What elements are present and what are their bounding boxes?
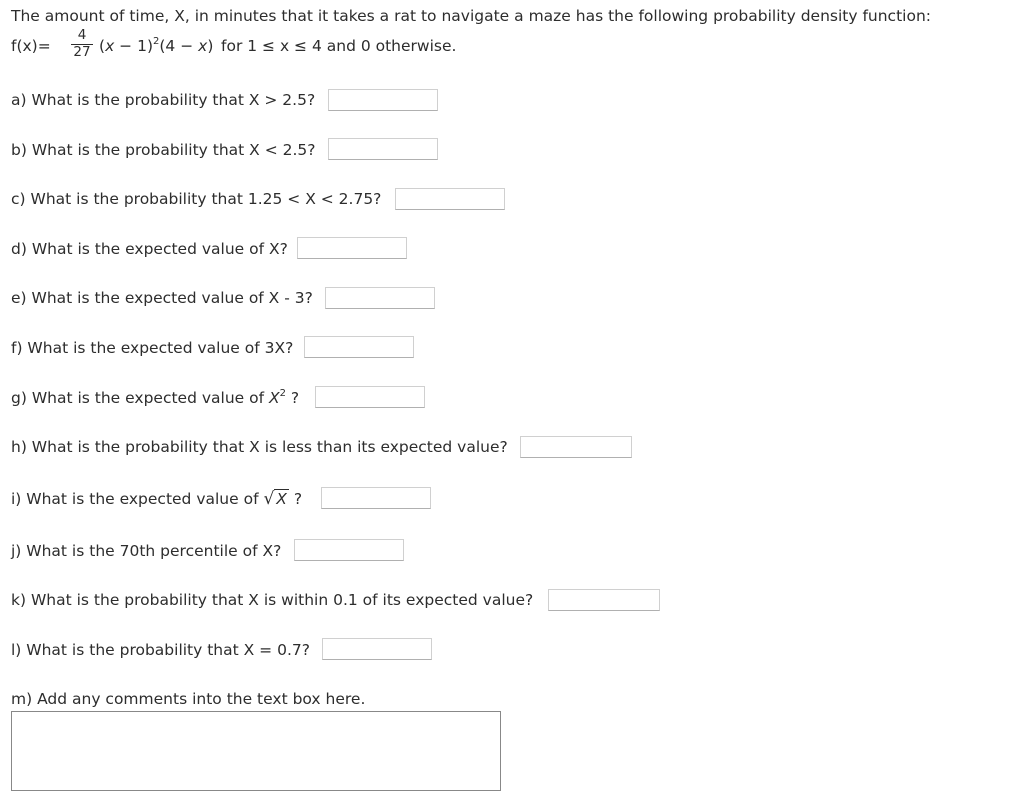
exponent: 2 xyxy=(153,35,160,47)
answer-l-input[interactable] xyxy=(322,638,432,660)
question-g-text: g) What is the expected value of xyxy=(11,389,269,407)
radical-sign: √ xyxy=(263,489,275,509)
question-j: j) What is the 70th percentile of X? xyxy=(11,542,282,560)
question-i xyxy=(11,489,302,509)
question-c: c) What is the probability that 1.25 < X < 2.75? xyxy=(11,190,382,208)
var-x: x xyxy=(105,37,115,55)
question-g-exponent: 2 xyxy=(279,387,286,399)
question-k: k) What is the probability that X is within 0.1 of its expected value? xyxy=(11,591,534,609)
f-label: f(x)= xyxy=(11,37,51,55)
question-i-end: ? xyxy=(288,490,303,508)
expr-minus-one: − 1) xyxy=(114,37,153,55)
coef-denominator: 27 xyxy=(73,44,91,60)
comments-textarea[interactable] xyxy=(11,711,501,791)
answer-a-input[interactable] xyxy=(328,89,438,111)
answer-d-input[interactable] xyxy=(297,237,407,259)
question-h: h) What is the probability that X is less than its expected value? xyxy=(11,438,508,456)
coefficient-fraction xyxy=(71,28,93,60)
var-x: x xyxy=(198,37,208,55)
answer-k-input[interactable] xyxy=(548,589,660,611)
answer-j-input[interactable] xyxy=(294,539,404,561)
question-b: b) What is the probability that X < 2.5? xyxy=(11,141,316,159)
expr-open: ( xyxy=(99,37,106,55)
question-g-end: ? xyxy=(285,389,300,407)
question-g-var: X xyxy=(268,389,280,407)
answer-c-input[interactable] xyxy=(395,188,505,210)
answer-e-input[interactable] xyxy=(325,287,435,309)
radicand: X xyxy=(276,490,287,508)
question-a: a) What is the probability that X > 2.5? xyxy=(11,91,316,109)
problem-intro: The amount of time, X, in minutes that it takes a rat to navigate a maze has the following probability density function: xyxy=(11,7,931,25)
answer-g-input[interactable] xyxy=(315,386,425,408)
function-expression xyxy=(99,37,213,55)
question-d: d) What is the expected value of X? xyxy=(11,240,288,258)
question-g xyxy=(11,389,299,407)
expr-four-minus: (4 − xyxy=(159,37,199,55)
question-m: m) Add any comments into the text box here. xyxy=(11,690,366,708)
question-f: f) What is the expected value of 3X? xyxy=(11,339,294,357)
question-e: e) What is the expected value of X - 3? xyxy=(11,289,313,307)
answer-i-input[interactable] xyxy=(321,487,431,509)
answer-f-input[interactable] xyxy=(304,336,414,358)
answer-h-input[interactable] xyxy=(520,436,632,458)
question-l: l) What is the probability that X = 0.7? xyxy=(11,641,310,659)
square-root xyxy=(263,489,288,509)
answer-b-input[interactable] xyxy=(328,138,438,160)
function-domain: for 1 ≤ x ≤ 4 and 0 otherwise. xyxy=(221,37,457,55)
coef-numerator: 4 xyxy=(71,28,93,45)
expr-close: ) xyxy=(207,37,214,55)
question-i-text: i) What is the expected value of xyxy=(11,490,264,508)
